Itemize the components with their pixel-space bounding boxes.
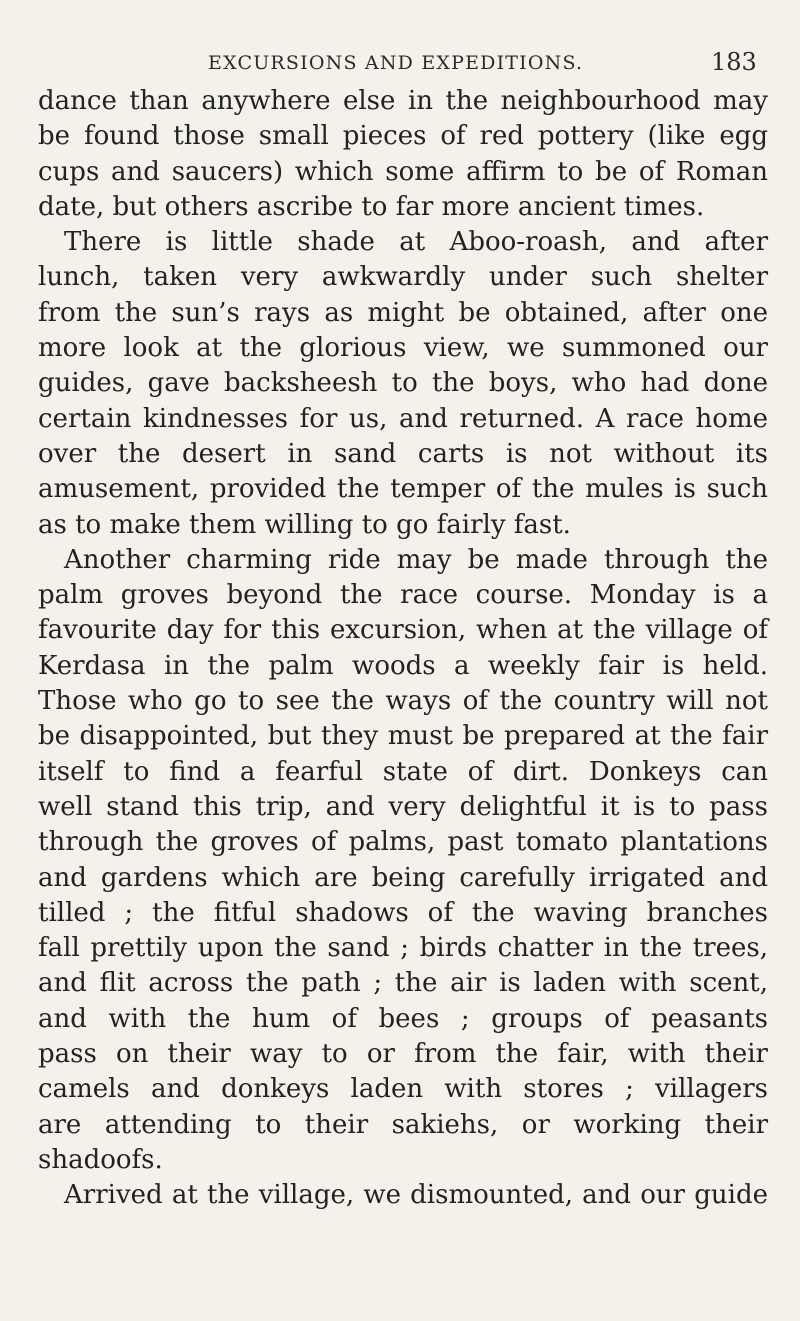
text-line: shadoofs. [38,1144,163,1175]
text-line: over the desert in sand carts is not without its [38,438,768,469]
text-line: Kerdasa in the palm woods a weekly fair is held. [38,650,768,681]
text-line: lunch, taken very awkwardly under such shelter [38,262,768,293]
text-line: certain kindnesses for us, and returned. A race home [38,403,768,434]
text-line: date, but others ascribe to far more ancient times. [38,191,705,222]
text-line: guides, gave backsheesh to the boys, who had done [38,368,768,399]
text-line: itself to find a fearful state of dirt. Donkeys can [38,756,768,787]
text-line: amusement, provided the temper of the mules is such [38,474,768,505]
text-line: and with the hum of bees ; groups of peasants [38,1003,768,1034]
text-line: palm groves beyond the race course. Monday is a [38,580,768,611]
text-line: and gardens which are being carefully irrigated and [38,862,768,893]
text-line: Arrived at the village, we dismounted, and our guide [64,1180,768,1211]
text-line: cups and saucers) which some affirm to be of Roman [38,156,768,187]
text-line: be disappointed, but they must be prepared at the fair [38,721,768,752]
text-line: as to make them willing to go fairly fast. [38,509,571,540]
running-head: EXCURSIONS AND EXPEDITIONS. [208,52,584,74]
text-line: more look at the glorious view, we summoned our [38,333,768,364]
body-text [38,84,768,1214]
text-line: Those who go to see the ways of the country will not [38,686,768,717]
text-line: favourite day for this excursion, when at the village of [38,615,768,646]
text-line: camels and donkeys laden with stores ; villagers [38,1074,768,1105]
text-line: dance than anywhere else in the neighbourhood may [38,86,768,116]
text-line: and flit across the path ; the air is laden with scent, [38,968,768,999]
text-line: through the groves of palms, past tomato plantations [38,827,768,858]
text-line: There is little shade at Aboo-roash, and after [64,227,768,258]
text-line: be found those small pieces of red pottery (like egg [38,121,768,152]
text-line: tilled ; the fitful shadows of the waving branches [38,897,768,928]
text-line: fall prettily upon the sand ; birds chatter in the trees, [38,933,768,964]
text-line: pass on their way to or from the fair, with their [38,1039,768,1070]
text-line: are attending to their sakiehs, or working their [38,1109,768,1140]
text-line: from the sun’s rays as might be obtained, after one [38,297,768,328]
text-line: Another charming ride may be made through the [64,544,768,575]
text-line: well stand this trip, and very delightful it is to pass [38,791,768,822]
page-number: 183 [711,48,757,76]
